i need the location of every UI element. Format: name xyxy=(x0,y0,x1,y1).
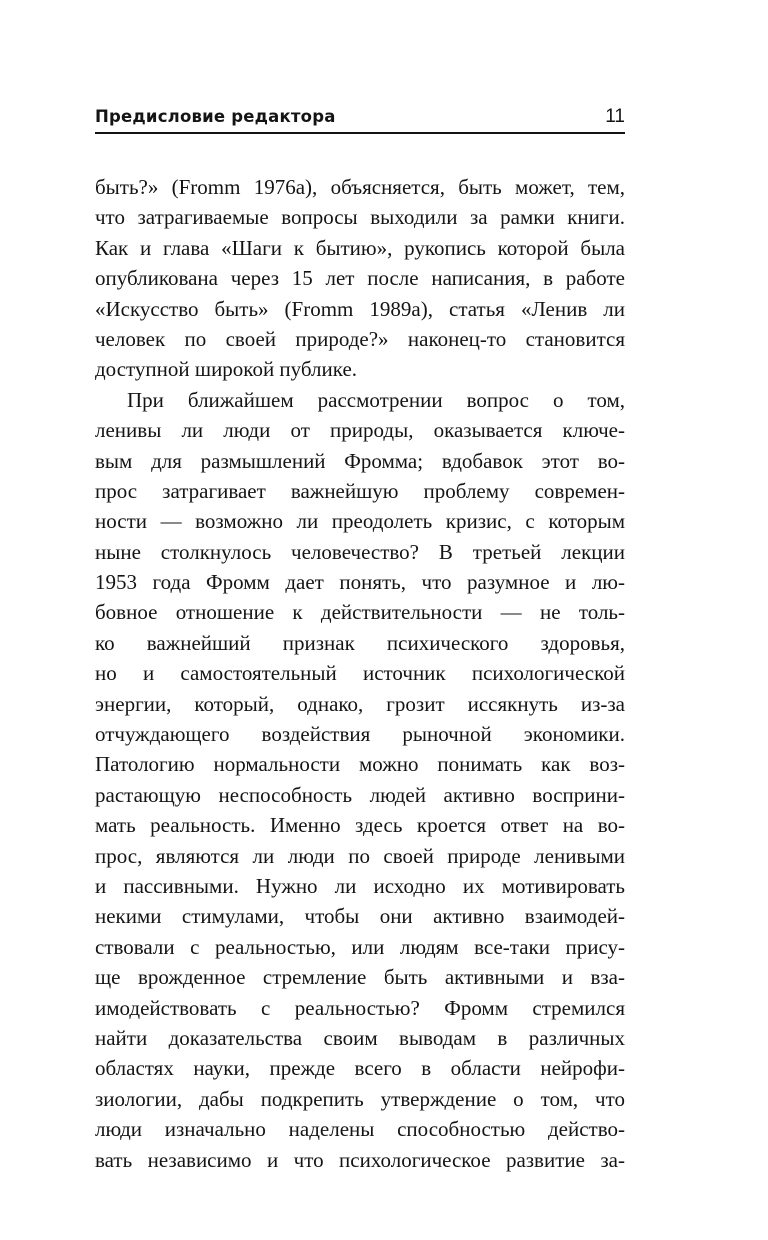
text-line: прос, являются ли люди по своей природе ленивыми xyxy=(95,843,625,868)
text-line: Патологию нормальности можно понимать как воз- xyxy=(95,752,625,777)
text-line: что затрагиваемые вопросы выходили за рамки книги. xyxy=(95,205,625,230)
running-header-title: Предисловие редактора xyxy=(95,107,336,126)
text-line: энергии, который, однако, грозит иссякнуть из-за xyxy=(95,691,625,716)
text-line: опубликована через 15 лет после написания, в работе xyxy=(95,266,625,291)
text-line: прос затрагивает важнейшую проблему современ- xyxy=(95,478,625,503)
text-line: и пассивными. Нужно ли исходно их мотивировать xyxy=(95,873,625,898)
text-line: мать реальность. Именно здесь кроется ответ на во- xyxy=(95,813,625,838)
text-line: доступной широкой публике. xyxy=(95,357,358,382)
text-line: бовное отношение к действительности — не толь- xyxy=(95,600,625,625)
text-line: областях науки, прежде всего в области нейрофи- xyxy=(95,1056,625,1081)
text-line: найти доказательства своим выводам в различных xyxy=(95,1025,625,1050)
text-line: люди изначально наделены способностью действо- xyxy=(95,1117,625,1142)
text-line: Как и глава «Шаги к бытию», рукопись которой была xyxy=(95,235,625,260)
text-line: При ближайшем рассмотрении вопрос о том, xyxy=(127,387,625,412)
body-text xyxy=(95,172,625,1175)
page-number: 11 xyxy=(605,106,625,127)
text-line: вым для размышлений Фромма; вдобавок этот во- xyxy=(95,448,625,473)
text-line: человек по своей природе?» наконец-то становится xyxy=(95,326,625,351)
running-header xyxy=(95,103,625,131)
text-line: зиологии, дабы подкрепить утверждение о том, что xyxy=(95,1086,625,1111)
text-line: ствовали с реальностью, или людям все-таки прису- xyxy=(95,934,625,959)
text-line: но и самостоятельный источник психологической xyxy=(95,661,625,686)
text-line: ности — возможно ли преодолеть кризис, с которым xyxy=(95,509,625,534)
text-line: 1953 года Фромм дает понять, что разумное и лю- xyxy=(95,570,625,595)
text-line: растающую неспособность людей активно восприни- xyxy=(95,782,625,807)
text-line: «Искусство быть» (Fromm 1989a), статья «Ленив ли xyxy=(95,296,625,321)
text-line: имодействовать с реальностью? Фромм стремился xyxy=(95,995,625,1020)
text-line: быть?» (Fromm 1976a), объясняется, быть может, тем, xyxy=(95,175,625,199)
text-line: ныне столкнулось человечество? В третьей лекции xyxy=(95,539,625,564)
header-rule xyxy=(95,132,625,134)
text-line: ленивы ли люди от природы, оказывается ключе- xyxy=(95,418,625,443)
text-line: ще врожденное стремление быть активными и вза- xyxy=(95,965,625,990)
text-line: отчуждающего воздействия рыночной экономики. xyxy=(95,722,625,747)
text-line: некими стимулами, чтобы они активно взаимодей- xyxy=(95,904,625,929)
text-line: ко важнейший признак психического здоровья, xyxy=(95,630,625,655)
text-line: вать независимо и что психологическое развитие за- xyxy=(95,1147,625,1172)
